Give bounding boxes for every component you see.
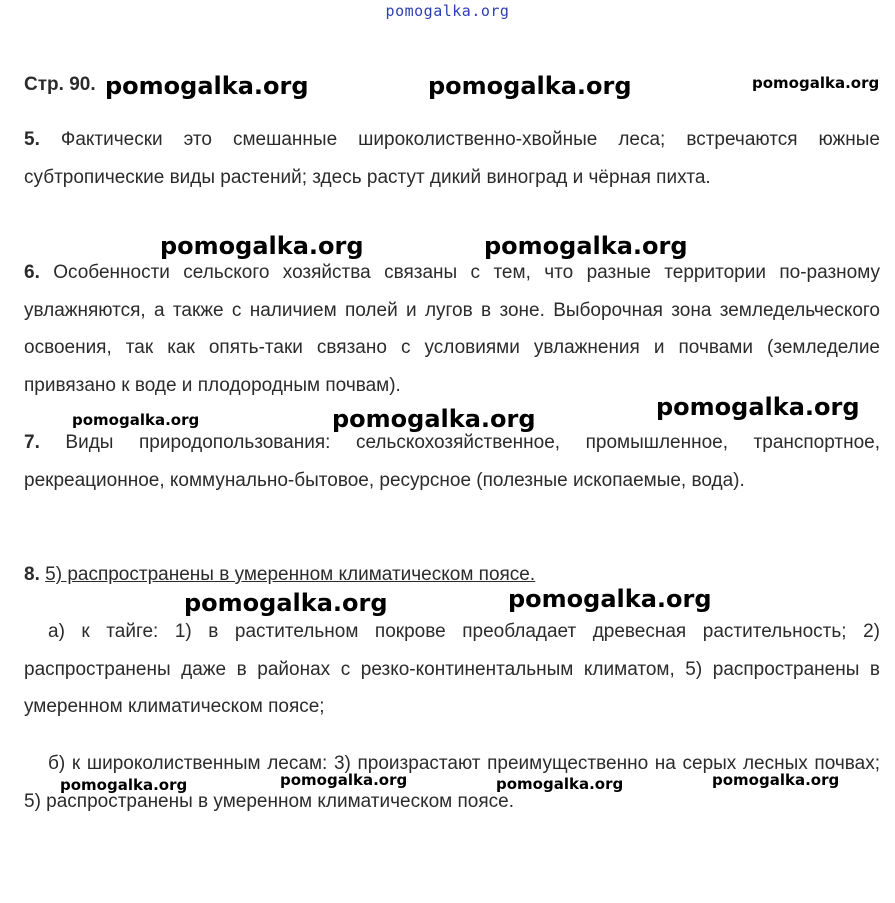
watermark: pomogalka.org <box>752 74 880 92</box>
watermark: pomogalka.org <box>496 775 624 793</box>
answer-6 <box>24 254 880 404</box>
watermark: pomogalka.org <box>656 393 860 421</box>
watermark: pomogalka.org <box>484 232 688 260</box>
answer-5 <box>24 121 880 196</box>
watermark: pomogalka.org <box>160 232 364 260</box>
answer-7 <box>24 424 880 499</box>
watermark: pomogalka.org <box>72 411 200 429</box>
sub-answer-b: б) к широколиственным лесам: 3) произрастают преимущественно на серых лесных почвах; 5) распространены в умеренном климатическом поясе. <box>24 753 880 812</box>
answer-8 <box>24 556 880 594</box>
answer-number: 7. <box>24 432 40 453</box>
watermark: pomogalka.org <box>508 585 712 613</box>
site-watermark-header: pomogalka.org <box>385 2 510 20</box>
answer-text: Фактически это смешанные широколиственно-хвойные леса; встречаются южные субтропические виды растений; здесь растут дикий виноград и чёрная пихта. <box>24 129 880 188</box>
watermark: pomogalka.org <box>60 776 188 794</box>
sub-answer-a: а) к тайге: 1) в растительном покрове преобладает древесная растительность; 2) распространены даже в районах с резко-континентальным климатом, 5) распространены в умеренном климатическом поясе; <box>24 621 880 717</box>
answer-text: 5) распространены в умеренном климатическом поясе. <box>45 564 536 585</box>
watermark: pomogalka.org <box>280 771 408 789</box>
answer-text: Особенности сельского хозяйства связаны с тем, что разные территории по-разному увлажняются, а также с наличием полей и лугов в зоне. Выборочная зона земледельческого освоения, так как опять-таки связано с условиями увлажнения и почвами (земледелие привязано к воде и плодородным почвам). <box>24 262 880 396</box>
watermark: pomogalka.org <box>184 589 388 617</box>
watermark: pomogalka.org <box>332 405 536 433</box>
answer-text: Виды природопользования: сельскохозяйственное, промышленное, транспортное, рекреационное, коммунально-бытовое, ресурсное (полезные ископаемые, вода). <box>24 432 881 491</box>
answer-number: 8. <box>24 564 40 585</box>
watermark: pomogalka.org <box>105 72 309 100</box>
watermark: pomogalka.org <box>428 72 632 100</box>
watermark: pomogalka.org <box>712 771 840 789</box>
answer-number: 5. <box>24 129 40 150</box>
page-label: Стр. 90. <box>24 74 96 95</box>
answer-number: 6. <box>24 262 40 283</box>
